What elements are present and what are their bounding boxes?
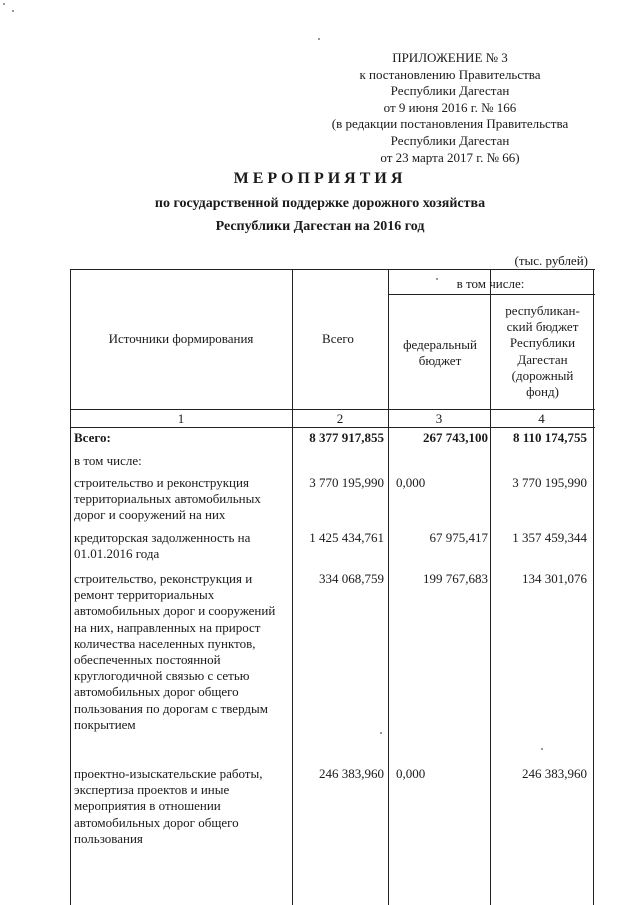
- table-border-right: [593, 269, 594, 905]
- scan-speck: [318, 38, 320, 40]
- column-number: 4: [538, 411, 545, 426]
- scan-speck: [380, 732, 382, 734]
- row-total-value: 8 377 917,855: [309, 430, 384, 445]
- header-sources: Источники формирования: [108, 331, 254, 346]
- document-subtitle-2: Республики Дагестан на 2016 год: [215, 219, 425, 234]
- row-total-value: 3 770 195,990: [309, 475, 384, 490]
- row-federal-value: 267 743,100: [423, 430, 488, 445]
- table-row-label: проектно-изыскательские работы, экспертиза проектов и иные мероприятия в отношении автомобильных дорог общего пользования: [74, 766, 263, 846]
- row-federal-value: 0,000: [396, 766, 426, 781]
- row-republican-value: 134 301,076: [522, 571, 587, 586]
- appendix-line: к постановлению Правительства: [359, 66, 541, 82]
- scan-speck: [436, 278, 438, 280]
- header-federal: федеральный бюджет: [403, 337, 477, 369]
- table-row-label: кредиторская задолженность на 01.01.2016 года: [74, 530, 251, 562]
- document-title: МЕРОПРИЯТИЯ: [233, 170, 407, 187]
- appendix-title: ПРИЛОЖЕНИЕ № 3: [392, 50, 508, 65]
- subheader-divider: [388, 294, 595, 295]
- header-divider: [70, 409, 595, 410]
- measures-table: [70, 269, 595, 905]
- appendix-line: от 9 июня 2016 г. № 166: [383, 99, 517, 115]
- column-number: 2: [336, 411, 344, 426]
- row-federal-value: 67 975,417: [429, 530, 488, 545]
- appendix-block: [300, 50, 600, 166]
- row-total-value: 1 425 434,761: [309, 530, 384, 545]
- header-total: Всего: [322, 331, 354, 346]
- row-republican-value: 8 110 174,755: [512, 430, 587, 445]
- row-republican-value: 3 770 195,990: [512, 475, 587, 490]
- table-row-label: строительство, реконструкция и ремонт территориальных автомобильных дорог и сооружений на них, направленных на прирост количества населенных пунктов, обеспеченных постоянной круглогодичной связью с сетью автомобильных дорог общего пользования по дорогам с твердым покрытием: [74, 571, 276, 732]
- row-including-label: в том числе:: [74, 453, 142, 468]
- appendix-line: (в редакции постановления Правительства: [331, 116, 569, 132]
- table-border-left: [70, 269, 71, 905]
- appendix-line: Республики Дагестан: [390, 83, 510, 99]
- column-number: 1: [177, 411, 185, 426]
- units-label: (тыс. рублей): [514, 253, 588, 268]
- scan-speck: [3, 3, 5, 5]
- appendix-line: от 23 марта 2017 г. № 66): [380, 149, 520, 165]
- row-republican-value: 246 383,960: [522, 766, 587, 781]
- row-federal-value: 0,000: [396, 475, 426, 490]
- header-republican: республикан-ский бюджет Республики Дагестан (дорожный фонд): [505, 303, 580, 400]
- appendix-line: Республики Дагестан: [390, 132, 510, 148]
- row-total-label: Всего:: [74, 430, 111, 445]
- scan-speck: [541, 748, 543, 750]
- table-row-label: строительство и реконструкция территориальных автомобильных дорог и сооружений на них: [74, 475, 261, 523]
- header-including: в том числе:: [456, 276, 525, 291]
- scan-speck: [12, 10, 14, 12]
- document-subtitle: по государственной поддержке дорожного хозяйства: [154, 196, 486, 211]
- column-number: 3: [435, 411, 443, 426]
- row-republican-value: 1 357 459,344: [512, 530, 587, 545]
- row-total-value: 246 383,960: [319, 766, 384, 781]
- row-federal-value: 199 767,683: [423, 571, 488, 586]
- row-total-value: 334 068,759: [319, 571, 384, 586]
- table-border-top: [70, 269, 595, 270]
